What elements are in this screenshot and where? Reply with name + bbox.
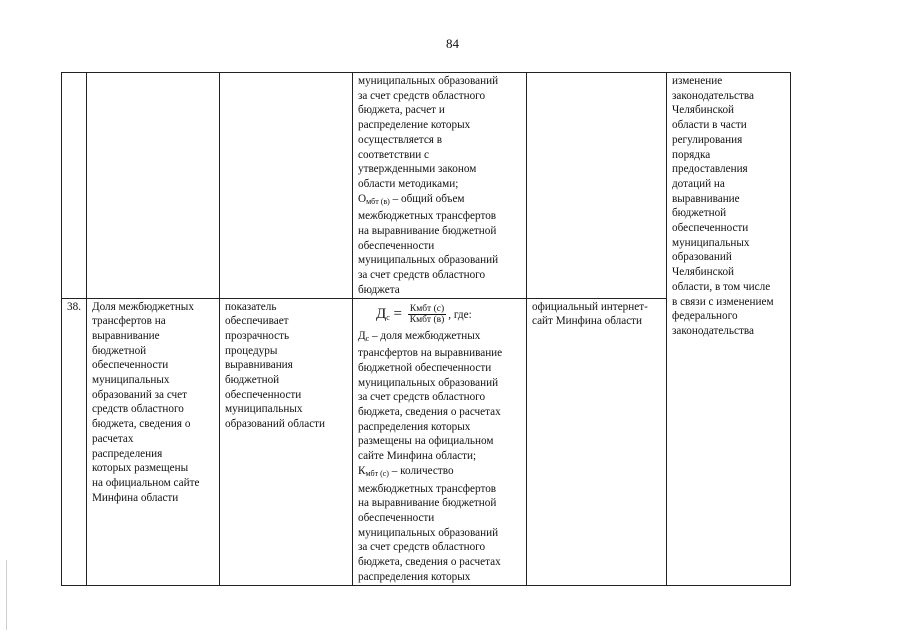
cell-method-continued	[352, 73, 526, 299]
cell-rationale	[219, 298, 352, 585]
text-line: муниципальных образований	[357, 526, 499, 539]
text-line: муниципальных	[91, 374, 170, 387]
kmb-symbol: К	[357, 464, 366, 477]
text-line: муниципальных	[671, 236, 750, 249]
text-line: Минфина области	[91, 491, 179, 504]
text-line: осуществляется в	[357, 133, 443, 146]
formula-numerator: Кмбт (с)	[408, 304, 447, 315]
cell-rationale-empty	[219, 73, 352, 299]
omb-subscript: мбт (в)	[366, 196, 390, 206]
text-line: трансфертов на выравнивание	[357, 347, 503, 360]
text-line: в связи с изменением	[671, 295, 774, 308]
text-line: бюджета, сведения о	[91, 418, 191, 431]
text-line: федерального	[671, 310, 738, 323]
dc-text: – доля межбюджетных	[369, 329, 481, 342]
kmb-text: – количество	[388, 464, 454, 477]
text-line: законодательства	[671, 324, 754, 337]
cell-source-empty	[526, 73, 666, 299]
text-line: распределения которых	[357, 570, 471, 583]
text-line: муниципальных образований	[357, 254, 499, 267]
text-line: обеспеченности	[357, 511, 435, 524]
formula-lhs-subscript: с	[386, 312, 390, 322]
formula-lhs: Д	[375, 305, 387, 322]
text-line: области, в том числе	[671, 280, 771, 293]
text-line: регулирования	[671, 133, 743, 146]
text-line: изменение	[671, 75, 723, 87]
text-line: порядка	[671, 148, 711, 161]
text-line: образований области	[224, 418, 326, 431]
omb-symbol: О	[357, 192, 367, 205]
text-line: которых размещены	[91, 462, 189, 475]
row-number: 38.	[67, 300, 81, 313]
cell-indicator-name	[86, 298, 219, 585]
text-line: за счет средств областного	[357, 541, 486, 554]
document-table	[61, 72, 791, 586]
text-line: соответствии с	[357, 148, 429, 161]
text-line: бюджетной	[224, 374, 280, 387]
formula	[358, 300, 521, 329]
text-line: обеспеченности	[357, 239, 435, 252]
text-line: утвержденными законом	[357, 163, 477, 176]
cell-row-number	[62, 298, 87, 585]
dc-definition	[358, 329, 521, 347]
text-line: бюджетной	[91, 344, 147, 357]
text-line: показатель	[224, 300, 277, 313]
text-line: официальный интернет-	[531, 300, 648, 313]
table-row	[62, 73, 791, 299]
text-line: на выравнивание бюджетной	[357, 497, 497, 510]
omb-text: – общий объем	[389, 192, 465, 205]
text-line: предоставления	[671, 163, 748, 176]
text-line: выравнивание	[671, 192, 740, 205]
dc-subscript: с	[365, 333, 370, 343]
text-line: на официальном сайте	[91, 476, 200, 489]
text-line: образований	[671, 251, 732, 264]
cell-data-source	[526, 298, 666, 585]
text-line: за счет средств областного	[357, 391, 486, 404]
text-line: бюджета	[357, 283, 400, 296]
text-line: распределения	[91, 447, 163, 460]
text-line: распределения которых	[357, 420, 471, 433]
text-line: сайт Минфина области	[531, 315, 643, 328]
text-line: размещены на официальном	[357, 435, 494, 448]
text-line: средств областного	[91, 403, 184, 416]
text-line: процедуры	[224, 344, 278, 357]
text-line: образований за счет	[91, 388, 188, 401]
text-line: за счет средств областного	[357, 89, 486, 102]
text-line: бюджетной обеспеченности	[357, 361, 492, 374]
text-line: межбюджетных трансфертов	[357, 482, 497, 495]
text-line: выравнивание	[91, 329, 160, 342]
text-line: области методиками;	[357, 177, 459, 190]
page-number: 84	[446, 36, 459, 51]
text-line: бюджета, сведения о расчетах	[357, 406, 501, 419]
text-line: сайте Минфина области;	[357, 450, 477, 463]
kmb-definition	[358, 464, 521, 482]
text-line: бюджета, расчет и	[357, 104, 445, 117]
text-line: межбюджетных трансфертов	[357, 210, 497, 223]
text-line: Доля межбюджетных	[91, 300, 194, 313]
omb-definition	[358, 192, 521, 210]
text-line: обеспечивает	[224, 315, 289, 328]
formula-denominator: Кмбт (в)	[409, 315, 445, 326]
cell-indicator-empty	[86, 73, 219, 299]
formula-fraction	[408, 304, 447, 325]
text-line: муниципальных	[224, 403, 303, 416]
text-line: муниципальных образований	[357, 376, 499, 389]
cell-number-empty	[62, 73, 87, 299]
dc-symbol: Д	[357, 329, 366, 342]
text-line: за счет средств областного	[357, 269, 486, 282]
text-line: бюджета, сведения о расчетах	[357, 556, 501, 569]
text-line: дотаций на	[671, 177, 725, 190]
text-line: муниципальных образований	[357, 75, 499, 87]
text-line: распределение которых	[357, 119, 471, 132]
cell-change-reason	[666, 73, 790, 586]
formula-tail: , где:	[448, 308, 472, 321]
text-line: законодательства	[671, 89, 754, 102]
text-line: на выравнивание бюджетной	[357, 225, 497, 238]
cell-method	[352, 298, 526, 585]
text-line: Челябинской	[671, 104, 735, 117]
text-line: трансфертов на	[91, 315, 166, 328]
text-line: области в части	[671, 119, 747, 132]
text-line: расчетах	[91, 432, 134, 445]
text-line: прозрачность	[224, 329, 290, 342]
text-line: обеспеченности	[671, 222, 749, 235]
kmb-subscript: мбт (с)	[365, 468, 389, 478]
margin-mark	[6, 560, 7, 630]
text-line: обеспеченности	[91, 359, 169, 372]
formula-equals: =	[389, 305, 406, 322]
text-line: обеспеченности	[224, 388, 302, 401]
text-line: бюджетной	[671, 207, 727, 220]
text-line: Челябинской	[671, 266, 735, 279]
text-line: выравнивания	[224, 359, 293, 372]
